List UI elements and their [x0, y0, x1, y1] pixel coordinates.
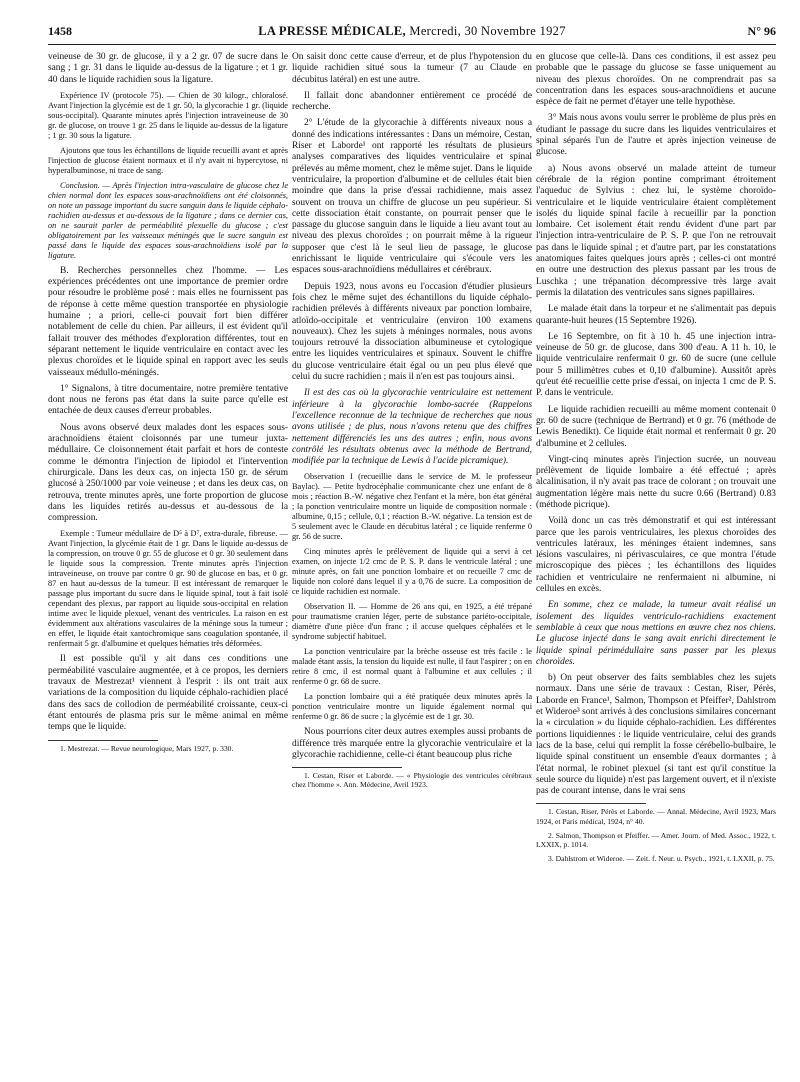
paragraph: Vingt-cinq minutes après l'injection sucrée, un nouveau prélèvement de liquide lombaire a été effectué ; après alcalinisation, il n'y avait pas trace de colorant ; on trouvait une augmentation légère mais nette du sucre 0.66 (Bertrand) 0.83 (méthode picrique). — [536, 454, 776, 510]
paragraph: On saisit donc cette cause d'erreur, et de plus l'hypotension du liquide rachidien situé sous la tumeur (7 au Claude en décubitus latéral) en est une autre. — [292, 52, 532, 85]
footnote: 2. Salmon, Thompson et Pfeiffer. — Amer. Journ. of Med. Assoc., 1922, t. LXXIX, p. 1014. — [536, 830, 776, 850]
footnote: 1. Mestrezat. — Revue neurologique, Mars 1927, p. 330. — [60, 743, 234, 753]
issue-number: N° 96 — [747, 24, 776, 38]
paragraph: Il fallait donc abandonner entièrement ce procédé de recherche. — [292, 90, 532, 113]
footnote: 1. Cestan, Riser et Laborde. — « Physiologie des ventricules cérébraux chez l'homme ». Ann. Médecine, Avril 1923. — [292, 771, 532, 790]
paragraph: 1° Signalons, à titre documentaire, notre première tentative dont nous ne ferons pas état dans la suite parce qu'elle est entachée de deux causes d'erreur probables. — [48, 383, 288, 417]
paragraph: b) On peut observer des faits semblables chez les sujets normaux. Dans une série de travaux : Cestan, Riser, Pérès, Laborde en France¹, Salmon, Thompson et Pfeiffer², Dahlstrom et Wideroe³ sont arrivés à des conclusions similaires concernant la « circulation » du liquide céphalo-rachidien. Les différentes portions liquidiennes : le liquide ventriculaire, celui des grands lacs de la base, celui qui remplit la fosse cérébello-bulbaire, le liquide spinal constituent un ensemble d'eaux dormantes ; à l'état normal, le robinet plexuel (si tant est qu'il constitue la seule source du liquide) n'est pas largement ouvert, et il n'existe pas de courant intense, dans le vrai sens — [536, 673, 776, 797]
paragraph: La ponction lombaire qui a été pratiquée deux minutes après la ponction ventriculaire montre un liquide également normal qui renferme 0 gr. 86 de sucre ; la glycémie est de 1 gr. 30. — [292, 692, 532, 722]
paragraph: En somme, chez ce malade, la tumeur avait réalisé un isolement des liquides ventriculo-rachidiens exactement semblable à ceux que nous mettions en œuvre chez nos chiens. Le glucose injecté dans le sang avait enrichi directement le liquide spinal périmédullaire sans passer par les plexus choroïdes. — [536, 600, 776, 667]
paragraph: en glucose que celle-là. Dans ces conditions, il est assez peu probable que le passage du glucose se fasse uniquement au niveau des plexus choroïdes. On ne comprendrait pas sa concentration dans les espaces sous-arachnoïdiens et aucune espèce de fait ne permet d'étayer une telle hypothèse. — [536, 52, 776, 108]
paragraph: Ajoutons que tous les échantillons de liquide recueilli avant et après l'injection de glucose étaient normaux et il n'y avait ni hypercytose, ni hyperalbuminose, ni trace de sang. — [48, 145, 288, 175]
footnote: 3. Dahlstrom et Wideroe. — Zeit. f. Neur. u. Psych., 1921, t. LXXII, p. 75. — [548, 854, 775, 864]
paragraph: 3° Mais nous avons voulu serrer le problème de plus près en étudiant le passage du sucre dans les liquides ventriculaires et spinal séparés l'un de l'autre et après injection veineuse de glucose. — [536, 113, 776, 158]
paragraph: Cinq minutes après le prélèvement de liquide qui a servi à cet examen, on injecte 1/2 cmc de P. S. P. dans le ventricule latéral ; une minute après, on fait une ponction lombaire et on recueille 7 cmc de liquide non coloré dans lequel il y a 0,76 de sucre. La composition de ce liquide rachidien est normale. — [292, 547, 532, 597]
paragraph: Le malade était dans la torpeur et ne s'alimentait pas depuis quarante-huit heures (15 Septembre 1926). — [536, 304, 776, 326]
column-middle — [292, 52, 532, 795]
observation-i: Observation I (recueillie dans le service de M. le professeur Baylac). — Petite hydrocéphalie communicante chez une enfant de 8 mois ; réaction B.-W. négative chez l'enfant et la mère, bon état général ; la ponction ventriculaire montre un liquide de composition normale : albumine, 0,15 ; cellule, 0,1 ; réaction B.-W. négative. La tension est de 5 seulement avec le Claude en décubitus latéral ; ce liquide renferme 0 gr. 56 de sucre. — [292, 472, 532, 542]
paragraph: veineuse de 30 gr. de glucose, il y a 2 gr. 07 de sucre dans le sang ; 1 gr. 31 dans le liquide au-dessus de la ligature ; et 1 gr. 40 dans le liquide rachidien sous la ligature. — [48, 52, 288, 85]
paragraph: Il est des cas où la glycorachie ventriculaire est nettement inférieure à la glycorachie lombo-sacrée (Rappelons l'excellence reconnue de la technique de recherches que nous avons utilisée ; de plus, nous n'avons retenu que des chiffres nettement différenciés les uns des autres ; enfin, nous avons contrôlé les résultats obtenus avec la méthode de Bertrand, modifiée par la technique de Lewis à l'acide picramique). — [292, 388, 532, 467]
running-title — [48, 24, 776, 39]
column-right — [536, 52, 776, 868]
example: Exemple : Tumeur médullaire de D⁵ à D⁷, extra-durale, fibreuse. — Avant l'injection, la glycémie était de 1 gr. Dans le liquide au-dessus de la compression, on trouve 0 gr. 55 de glucose et 0 gr. 30 seulement dans le liquide sous la compression. Trente minutes après l'injection intraveineuse, on trouve par contre 0 gr. 90 de glucose en bas, et 0 gr. 87 en haut au-dessus de la tumeur. Il est intéressant de remarquer le passage plus important du sucre dans le liquide spinal, tout à fait isolé cependant des plexus, par rapport au liquide sous-occipital en relation intime avec le liquide plexuel, venant des ventricules. La raison en est évidemment aux altérations vasculaires de la méninge sous la tumeur ; en effet, le liquide était xantochromique sans coagulation spontanée, il renfermait 5 gr. d'albumine et quelques hématies très déformées. — [48, 529, 288, 649]
paragraph: 2° L'étude de la glycorachie à différents niveaux nous a donné des indications intéressantes : Dans un mémoire, Cestan, Riser et Laborde¹ ont rapporté les résultats de plusieurs analyses comparatives des liquides ventriculaire et spinal prélevés au même moment, chez le même sujet. Dans le liquide ventriculaire, la proportion d'albumine et de cellules était bien moindre que dans la prise d'essai rachidienne, mais assez souvent on trouva un chiffre de glucose un peu supérieur. Si cette dissociation était constante, on pourrait penser que le passage du glucose sanguin dans le liquide a lieu avant tout au niveau des plexus choroïdes ; on pourrait même à la rigueur supposer que c'est là le seul lieu de passage, le glucose enrichissant le liquide ventriculaire qui s'écoule vers les espaces sous-arachnoïdiens médullaires et cérébraux. — [292, 118, 532, 276]
paragraph: La ponction ventriculaire par la brèche osseuse est très facile : le malade étant assis, la tension du liquide est nulle, il faut l'aspirer ; on en retire 8 cmc, il est normal quant à l'albumine et aux cellules ; il renferme 0 gr. 68 de sucre. — [292, 647, 532, 687]
paragraph: Nous avons observé deux malades dont les espaces sous-arachnoïdiens étaient cloisonnés par une tumeur juxta-médullaire. Ce cloisonnement était parfait et hors de conteste comme le démontra l'injection de lipiodol et l'intervention chirurgicale. Dans les deux cas, on injecta 150 gr. de sérum glucosé à 250/1000 par voie veineuse ; et dans les deux cas, on retrouva, trente minutes après, une forte proportion de glucose dans les liquides retirés au-dessus et au-dessous de la compression. — [48, 422, 288, 524]
paragraph: Il est possible qu'il y ait dans ces conditions une perméabilité vasculaire augmentée, et à ce propos, les derniers travaux de Mestrezat¹ viennent à l'esprit : ils ont trait aux variations de la composition du liquide céphalo-rachidien placé dans des sacs de collodion de perméabilité croissante, ceux-ci étant entourés de plasma pris sur le même animal en même temps que le liquide. — [48, 654, 288, 733]
paragraph: Le 16 Septembre, on fit à 10 h. 45 une injection intra-veineuse de 50 gr. de glucose, dans 300 d'eau. A 11 h. 10, le liquide ventriculaire renfermait 0 gr. 60 de sucre (une cellule pour 5 millimètres cubes et 0,10 d'albumine). Aussitôt après qu'eut été recueillie cette prise d'essai, on injecta 1 cmc de P. S. P. dans le ventricule. — [536, 331, 776, 399]
footnote-divider — [536, 803, 646, 804]
paragraph: Nous pourrions citer deux autres exemples aussi probants de différence très marquée entre la glycorachie ventriculaire et la glycorachie rachidienne, celle-ci étant beaucoup plus riche — [292, 727, 532, 760]
issue-date: Mercredi, 30 Novembre 1927 — [409, 24, 566, 38]
paragraph: a) Nous avons observé un malade atteint de tumeur cérébrale de la région pontine comprimant étroitement l'aqueduc de Sylvius : chez lui, le système choroïdo-ventriculaire et le liquide ventriculaire étaient complètement isolés du liquide spinal facile à recueillir par la ponction lombaire. Cet isolement était rendu évident d'une part par l'injection intra-ventriculaire de P. S. P. que l'on ne retrouvait pas dans le liquide spinal ; et d'autre part, par les constatations anatomiques faites quelques jours après ; celles-ci ont montré en outre une destruction des plexus passant par les trous de Luschka ; une trépanation décompressive très large avait permis la dilatation des ventricules sans signes papillaires. — [536, 163, 776, 298]
footnote-divider — [48, 740, 158, 741]
journal-name: LA PRESSE MÉDICALE, — [258, 24, 406, 38]
paragraph: Le liquide rachidien recueilli au même moment contenait 0 gr. 60 de sucre (technique de Bertrand) et 0 gr. 76 (méthode de Lewis Benedikt). Ce liquide était normal et renfermait 0 gr. 20 d'albumine et 2 cellules. — [536, 404, 776, 449]
column-left — [48, 52, 288, 758]
page-number: 1458 — [48, 24, 72, 38]
experiment-iv: Expérience IV (protocole 75). — Chien de 30 kilogr., chloralosé. Avant l'injection la glycémie est de 1 gr. 50, la glycorachie 1 gr. (liquide sous-occipital). Quarante minutes après l'injection intraveineuse de 30 gr. de glucose, on trouve 1 gr. 25 dans le liquide au-dessus de la ligature ; 1 gr. 30 sous la ligature. — [48, 90, 288, 140]
paragraph: Depuis 1923, nous avons eu l'occasion d'étudier plusieurs fois chez le même sujet des échantillons du liquide céphalo-rachidien prélevés à différents niveaux par ponction lombaire, atloïdo-occipitale et ventriculaire (environ 100 examens nouveaux). Chez les sujets à méninges normales, nous avons toujours retrouvé la dissociation albumineuse et cytologique entre les liquides ventriculaires et spinaux. Souvent le chiffre du glucose ventriculaire était égal ou un peu plus élevé que celui du sucre rachidien ; mais il n'en est pas toujours ainsi. — [292, 281, 532, 383]
footnote: 1. Cestan, Riser, Pérès et Laborde. — Annal. Médecine, Avril 1923, Mars 1924, et Paris médical, 1924, n° 40. — [536, 807, 776, 826]
section-b-heading: B. Recherches personnelles chez l'homme. — Les expériences précédentes ont une importance de premier ordre pour résoudre le problème posé : mais elles ne fournissent pas de réponse à cette même question transportée en physiologie humaine ; a priori, celle-ci pouvait fort bien différer notablement de celle du chien. Par ailleurs, il est évident qu'il fallait trouver des méthodes d'exploration différentes, tout en séparant nettement le liquide ventriculaire en contact avec les plexus choroïdes et le liquide spinal en rapport avec les seuls vaisseaux médullo-méningés. — [48, 265, 288, 378]
paragraph: Voilà donc un cas très démonstratif et qui est intéressant parce que les parois ventriculaires, les plexus choroïdes des ventricules latéraux, les méninges étaient indemnes, sans lésions vasculaires, ni périvasculaires, ce que montra l'étude microscopique des pièces ; les échantillons des liquides rachidien et ventriculaire ne renfermaient ni albumine, ni cellules en excès. — [536, 516, 776, 595]
conclusion: Conclusion. — Après l'injection intra-vasculaire de glucose chez le chien normal dont les espaces sous-arachnoïdiens ont été cloisonnés, on note un passage important du sucre sanguin dans le liquide céphalo-rachidien au-dessus et au-dessous de la ligature ; dans ce dernier cas, on ne saurait parler de perméabilité plexuelle du glucose ; c'est obligatoirement par les vaisseaux méningés que le sucre sanguin est passé dans le liquide des espaces sous-arachnoïdiens isolé par la ligature. — [48, 180, 288, 260]
page-header — [48, 22, 776, 45]
observation-ii: Observation II. — Homme de 26 ans qui, en 1925, a été trépané pour traumatisme cranien léger, perte de substance pariéto-occipitale, diamètre d'une pièce d'un franc ; il accuse quelques céphalées et le syndrome subjectif habituel. — [292, 602, 532, 642]
footnote-divider — [292, 767, 402, 768]
